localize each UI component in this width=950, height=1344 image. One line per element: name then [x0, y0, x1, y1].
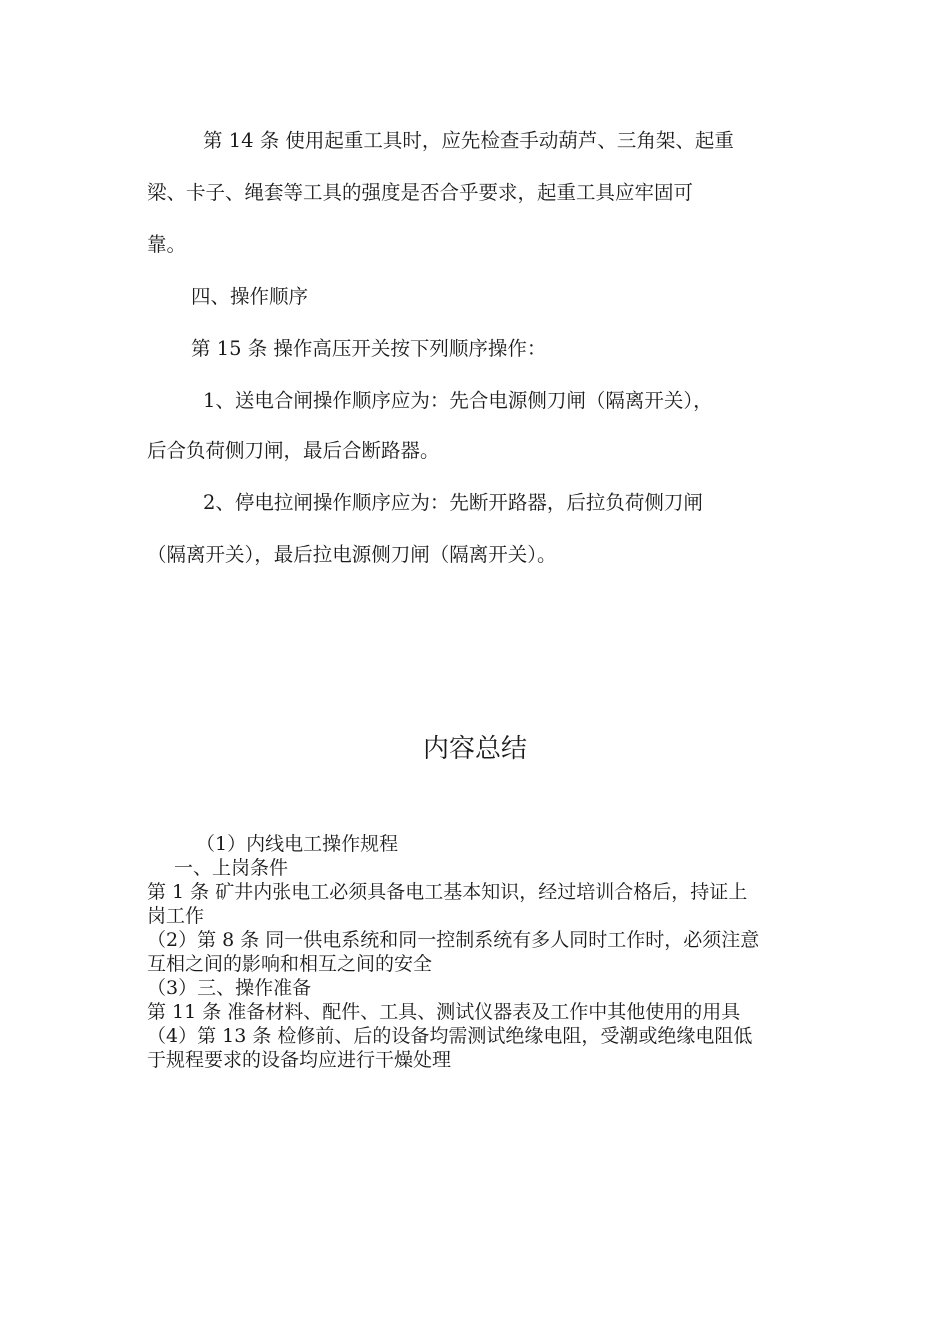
summary-line: 岗工作 — [147, 905, 205, 927]
summary-line: 第 1 条 矿井内张电工必须具备电工基本知识，经过培训合格后，持证上 — [147, 881, 748, 903]
section-4-heading: 四、操作顺序 — [191, 285, 309, 308]
summary-line: 一、上岗条件 — [174, 857, 289, 879]
summary-title: 内容总结 — [422, 734, 527, 764]
summary-line: （4）第 13 条 检修前、后的设备均需测试绝缘电阻，受潮或绝缘电阻低 — [147, 1025, 753, 1047]
step-1-line-2: 后合负荷侧刀闸，最后合断路器。 — [147, 439, 440, 462]
step-1-line-1: 1、送电合闸操作顺序应为：先合电源侧刀闸（隔离开关）， — [203, 389, 713, 412]
summary-line: 于规程要求的设备均应进行干燥处理 — [147, 1049, 452, 1071]
article-14-line-1: 第 14 条 使用起重工具时，应先检查手动葫芦、三角架、起重 — [203, 129, 734, 152]
article-14-line-3: 靠。 — [147, 233, 187, 256]
summary-line: （3）三、操作准备 — [147, 977, 312, 999]
summary-line: （1）内线电工操作规程 — [196, 833, 399, 855]
article-14-line-2: 梁、卡子、绳套等工具的强度是否合乎要求，起重工具应牢固可 — [147, 181, 694, 204]
article-15: 第 15 条 操作高压开关按下列顺序操作： — [191, 337, 547, 360]
summary-line: 第 11 条 准备材料、配件、工具、测试仪器表及工作中其他使用的用具 — [147, 1001, 741, 1023]
summary-line: 互相之间的影响和相互之间的安全 — [147, 953, 433, 975]
step-2-line-1: 2、停电拉闸操作顺序应为：先断开路器，后拉负荷侧刀闸 — [203, 491, 703, 514]
step-2-line-2: （隔离开关），最后拉电源侧刀闸（隔离开关）。 — [147, 543, 557, 566]
summary-line: （2）第 8 条 同一供电系统和同一控制系统有多人同时工作时，必须注意 — [147, 929, 760, 951]
